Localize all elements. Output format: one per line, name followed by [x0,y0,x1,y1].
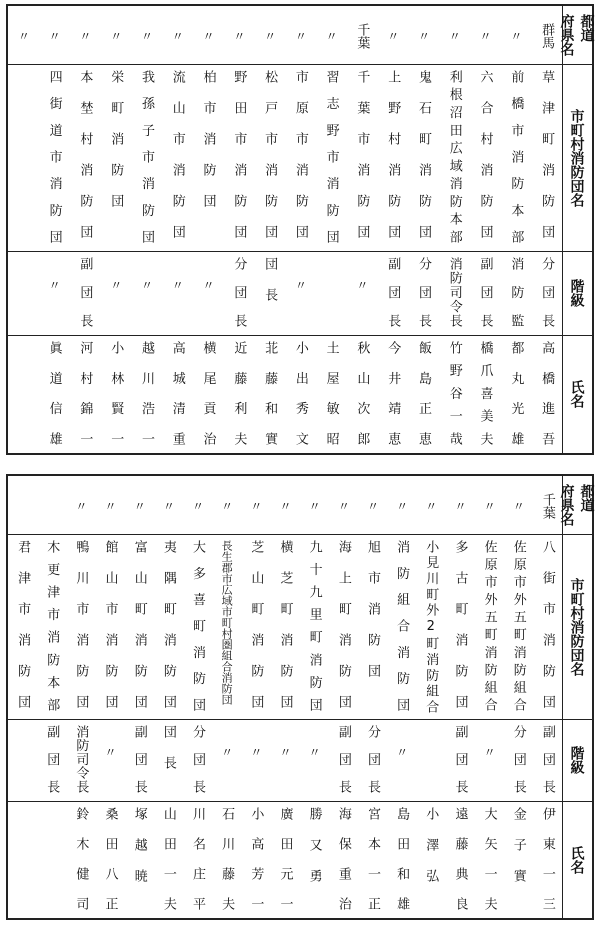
prefecture-cell: 〃 [508,30,523,42]
department-cell: 松戸市消防団 [262,70,278,256]
header-dept: 市町村消防団名 [568,577,585,676]
name-cell: 大矢一夫 [481,807,497,927]
name-cell: 近藤利夫 [231,341,247,463]
prefecture-cell: 〃 [16,30,31,42]
name-cell: 塚越暁 [131,807,147,900]
department-cell: 栄町消防団 [108,70,124,225]
rank-cell: 〃 [354,279,369,309]
department-cell: 四街道市消防団 [46,70,62,257]
rank-cell: 〃 [103,746,118,776]
header-pref: 都道 府県名 [558,484,595,526]
department-cell: 本埜村消防団 [77,70,93,256]
rank-cell: 団長 [262,257,278,319]
name-cell: 竹野谷一哉 [446,341,462,455]
department-cell: 夷隅町消防団 [160,540,176,726]
rank-cell: 〃 [139,279,154,309]
rank-cell: 副団長 [452,725,468,808]
prefecture-cell: 群馬 [539,23,555,49]
name-cell: 都丸光雄 [508,341,524,463]
department-cell: 富山町消防団 [131,540,147,726]
name-cell: 鈴木健司 [73,807,89,927]
prefecture-cell: 〃 [447,30,462,42]
department-cell: 六合村消防団 [477,70,493,256]
rank-cell: 副団長 [385,257,401,343]
header-pref: 都道 府県名 [558,14,595,56]
rank-cell: 副団長 [335,725,351,808]
department-cell: 九十九里町消防団 [306,540,322,721]
prefecture-cell: 〃 [201,30,216,42]
department-cell: 横芝町消防団 [277,540,293,726]
prefecture-cell: 〃 [452,500,467,512]
prefecture-cell: 〃 [324,30,339,42]
name-cell: 越川浩一 [138,341,154,463]
department-cell: 芝山町消防団 [248,540,264,726]
rank-cell: 分団長 [415,257,431,343]
prefecture-cell: 〃 [336,500,351,512]
department-cell: 千葉市消防団 [354,70,370,256]
department-cell: 鴨川市消防団 [73,540,89,726]
rank-cell: 〃 [47,279,62,309]
rank-cell: 団長 [160,725,176,787]
prefecture-cell: 〃 [416,30,431,42]
name-cell: 秋山次郎 [354,341,370,463]
name-cell: 今井靖恵 [385,341,401,463]
rank-cell: 消防司令長 [446,257,462,329]
department-cell: 君津市消防団 [15,540,31,726]
name-cell: 勝又勇 [306,807,322,900]
prefecture-cell: 〃 [161,500,176,512]
department-cell: 柏市消防団 [200,70,216,225]
name-cell: 橋爪喜美夫 [477,341,493,455]
department-cell: 上野村消防団 [385,70,401,256]
rank-cell: 〃 [219,746,234,776]
name-cell: 高城清重 [169,341,185,463]
prefecture-cell: 〃 [219,500,234,512]
department-cell: 野田市消防団 [231,70,247,256]
rank-cell [416,725,445,797]
name-cell: 遠藤典良 [452,807,468,927]
department-cell: 習志野市消防団 [323,70,339,257]
department-cell: 鬼石町消防団 [415,70,431,256]
department-cell: 佐原市外五町消防組合 [510,540,526,716]
department-cell: 小見川町外2町消防組合 [423,540,439,716]
prefecture-cell: 〃 [170,30,185,42]
rank-cell: 〃 [277,746,292,776]
department-cell: 草津町消防団 [539,70,555,256]
row-divider [8,335,592,336]
name-cell: 石川藤夫 [219,807,235,927]
rank-cell: 副団長 [477,257,493,343]
prefecture-cell: 千葉 [354,23,370,49]
prefecture-cell: 〃 [423,500,438,512]
name-cell: 廣田元一 [277,807,293,927]
prefecture-cell: 〃 [307,500,322,512]
department-cell: 八街市消防団 [539,540,555,726]
prefecture-cell: 〃 [190,500,205,512]
department-cell: 海上町消防団 [335,540,351,726]
prefecture-cell: 〃 [511,500,526,512]
prefecture-cell: 〃 [478,30,493,42]
name-cell: 小澤弘 [423,807,439,900]
row-divider [8,534,592,535]
rank-cell [316,257,347,331]
department-cell: 大多喜町消防団 [190,540,206,725]
rank-cell: 〃 [293,279,308,309]
name-cell: 横尾貢治 [200,341,216,463]
rank-cell: 分団長 [231,257,247,343]
name-cell: 小出秀文 [292,341,308,463]
department-cell: 多古町消防団 [452,540,468,726]
department-cell: 長生郡市広域市町村圏組合消防団 [220,540,234,705]
department-cell: 館山市消防団 [102,540,118,726]
department-cell: 我孫子市消防団 [138,70,154,257]
name-cell: 眞道信雄 [46,341,62,463]
name-cell: 伊東一三 [539,807,555,927]
prefecture-cell: 〃 [73,500,88,512]
prefecture-cell: 〃 [103,500,118,512]
rank-cell: 分団長 [364,725,380,808]
prefecture-cell: 〃 [132,500,147,512]
name-cell: 小高芳一 [248,807,264,927]
rank-cell: 分団長 [510,725,526,808]
rank-cell: 〃 [482,746,497,776]
rank-cell: 副団長 [539,725,555,808]
rank-cell: 分団長 [539,257,555,343]
rank-cell: 副団長 [44,725,60,808]
prefecture-cell: 〃 [139,30,154,42]
prefecture-cell: 〃 [482,500,497,512]
fire-brigade-table-1 [6,4,595,463]
prefecture-cell: 〃 [277,500,292,512]
prefecture-cell: 〃 [77,30,92,42]
rank-cell: 分団長 [190,725,206,808]
rank-cell: 副団長 [77,257,93,343]
name-cell: 島田和雄 [394,807,410,927]
header-name: 氏名 [568,845,585,874]
rank-cell: 〃 [394,746,409,776]
prefecture-cell: 〃 [231,30,246,42]
row-divider [8,719,592,720]
name-cell: 宮本一正 [364,807,380,927]
prefecture-cell: 〃 [248,500,263,512]
name-cell: 土屋敏昭 [323,341,339,463]
prefecture-cell: 〃 [262,30,277,42]
prefecture-cell: 〃 [108,30,123,42]
header-dept: 市町村消防団名 [568,108,585,207]
rank-cell: 〃 [201,279,216,309]
rank-cell: 〃 [170,279,185,309]
name-cell: 河村錦一 [77,341,93,463]
prefecture-cell: 〃 [365,500,380,512]
department-cell: 消防組合消防団 [394,540,410,725]
prefecture-cell: 〃 [394,500,409,512]
department-cell: 旭市消防団 [364,540,380,695]
name-cell: 高橋進吾 [539,341,555,463]
name-cell: 山田一夫 [160,807,176,927]
header-rank: 階級 [568,746,585,774]
fire-brigade-table-2 [6,474,595,927]
department-cell: 前橋市消防本部 [508,70,524,257]
prefecture-cell: 〃 [385,30,400,42]
rank-cell: 〃 [307,746,322,776]
header-name: 氏名 [568,380,585,408]
department-cell: 流山市消防団 [169,70,185,256]
prefecture-cell: 〃 [293,30,308,42]
name-cell: 海保重治 [335,807,351,927]
department-cell: 佐原市外五町消防組合 [481,540,497,716]
department-cell: 利根沼田広域消防本部 [446,70,462,248]
rank-cell: 消防司令長 [73,725,89,794]
row-divider [8,801,592,802]
prefecture-cell: 千葉 [539,493,555,519]
department-cell: 市原市消防団 [292,70,308,256]
prefecture-cell: 〃 [47,30,62,42]
rank-cell: 〃 [248,746,263,776]
name-cell: 川名庄平 [190,807,206,927]
name-cell: 小林賢一 [108,341,124,463]
name-cell: 苝藤和實 [262,341,278,463]
department-cell: 木更津市消防本部 [44,540,60,721]
name-cell: 金子實 [510,807,526,900]
header-rank: 階級 [568,279,585,307]
rank-cell: 副団長 [131,725,147,808]
name-cell: 飯島正恵 [415,341,431,463]
name-cell: 桑田八正 [102,807,118,927]
row-divider [8,64,592,65]
rank-cell: 〃 [108,279,123,309]
rank-cell: 消防監 [508,257,524,343]
